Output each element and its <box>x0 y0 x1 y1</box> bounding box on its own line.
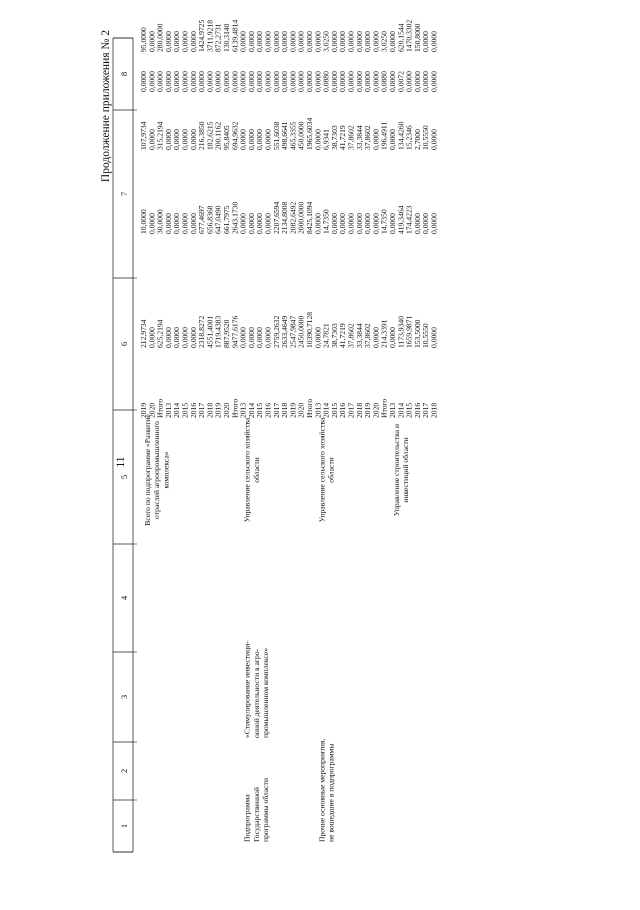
col8-cell: 1470,3302 <box>404 19 414 52</box>
col4-cell: 212,9734 <box>139 319 148 348</box>
col7-cell: 0,0000 <box>213 71 223 92</box>
col7-cell: 0,0000 <box>163 71 173 92</box>
col7-cell: 0,0000 <box>205 71 215 92</box>
col6-cell: 450,0000 <box>296 121 306 150</box>
col5-cell: 2643,1730 <box>230 201 240 234</box>
col8-cell: 0,0000 <box>246 31 256 52</box>
col7-cell: 0,0072 <box>396 71 406 92</box>
col7-cell: 0,0000 <box>346 71 356 92</box>
col8-cell: 0,0000 <box>371 31 381 52</box>
col2-text: «Стимулирование инвестици- <box>242 641 252 738</box>
col5-cell: 0,0000 <box>238 213 248 234</box>
col8-cell: 3,0250 <box>379 31 389 52</box>
year-cell: 2019 <box>363 402 373 418</box>
col8-cell: 3711,9218 <box>205 20 215 52</box>
col8-cell: 0,0000 <box>271 31 281 52</box>
year-cell: Итого <box>230 398 240 418</box>
col5-cell: 0,0000 <box>354 213 364 234</box>
col7-cell: 0,0000 <box>271 71 281 92</box>
col4-cell: 9477,6176 <box>230 315 240 348</box>
col8-cell: 620,1544 <box>396 23 406 52</box>
col6-cell: 0,0000 <box>255 129 265 150</box>
col5-cell: 0,0000 <box>180 213 190 234</box>
col5-cell: 0,0000 <box>313 213 323 234</box>
col8-cell: 0,0000 <box>421 31 431 52</box>
col4-cell: 0,0000 <box>429 327 439 348</box>
col7-cell: 0,0000 <box>421 71 431 92</box>
col1-text: Государственной <box>251 787 261 842</box>
col4-cell: 0,0000 <box>246 327 256 348</box>
col7-cell: 0,0000 <box>172 71 182 92</box>
col8-cell: 130,3140 <box>222 23 231 52</box>
col6-cell: 694,9632 <box>230 121 240 150</box>
col3-text: области <box>251 457 261 483</box>
col6-cell: 465,3355 <box>288 121 298 150</box>
col8-cell: 872,2731 <box>213 23 223 52</box>
col4-cell: 0,0000 <box>263 327 273 348</box>
col2-text: промышленном комплексе» <box>261 647 270 738</box>
year-cell: 2020 <box>222 402 231 418</box>
col4-cell: 2450,0000 <box>296 315 306 348</box>
col7-cell: 0,0000 <box>288 71 298 92</box>
col7-cell: 0,0000 <box>412 71 422 92</box>
col7-cell: 0,0880 <box>379 71 389 92</box>
year-cell: 2014 <box>321 402 331 418</box>
col5-cell: 0,0000 <box>329 213 339 234</box>
col8-cell: 0,0000 <box>180 31 190 52</box>
col6-cell: 1965,6034 <box>305 117 314 150</box>
col7-cell: 0,0000 <box>238 71 248 92</box>
col4-cell: 10,5550 <box>421 323 431 348</box>
col7-cell: 0,0880 <box>321 71 331 92</box>
col5-cell: 0,0000 <box>429 213 439 234</box>
col4-cell: 38,7303 <box>329 323 339 348</box>
col5-cell: 2207,6594 <box>271 201 281 234</box>
appendix-title: Продолжение приложения № 2 <box>100 30 112 183</box>
table-grid <box>113 38 137 852</box>
col8-cell: 0,0000 <box>338 31 348 52</box>
year-cell: Итого <box>379 398 389 418</box>
col4-cell: 33,3844 <box>354 323 364 348</box>
col4-cell: 0,0000 <box>255 327 265 348</box>
col5-cell: 30,0000 <box>155 209 165 234</box>
col3-text: Всего по подпрограмме «Развитие <box>143 414 152 526</box>
col7-cell: 0,0000 <box>371 71 381 92</box>
col4-cell: 0,0000 <box>388 327 397 348</box>
year-cell: 2013 <box>388 402 397 418</box>
column-header-3: 3 <box>119 694 129 700</box>
col6-cell: 0,0000 <box>429 129 439 150</box>
col7-cell: 0,0000 <box>363 71 373 92</box>
col7-cell: 0,0000 <box>404 71 414 92</box>
col6-cell: 0,0000 <box>371 129 381 150</box>
col8-cell: 0,0000 <box>305 31 314 52</box>
col5-cell: 174,4223 <box>404 205 414 234</box>
year-cell: 2019 <box>213 402 223 418</box>
col4-cell: 0,0000 <box>188 327 198 348</box>
year-cell: 2017 <box>421 402 431 418</box>
col5-cell: 656,8368 <box>205 205 215 234</box>
col6-cell: 41,7219 <box>338 125 348 150</box>
year-cell: 2018 <box>205 402 215 418</box>
col5-cell: 2082,6492 <box>288 201 298 234</box>
col8-cell: 0,0000 <box>354 31 364 52</box>
col3-text: Управление сельского хозяйства <box>242 417 252 523</box>
col6-cell: 0,0000 <box>238 129 248 150</box>
col2-text: онной деятельности в агро- <box>251 648 261 738</box>
year-cell: 2016 <box>338 402 348 418</box>
col7-cell: 0,0000 <box>139 71 148 92</box>
col5-cell: 0,0000 <box>188 213 198 234</box>
year-cell: 2017 <box>197 402 207 418</box>
col6-cell: 0,0000 <box>246 129 256 150</box>
col6-cell: 37,8602 <box>346 125 356 150</box>
col1-text: Прочие основные мероприятия, <box>317 738 327 842</box>
year-cell: 2017 <box>346 402 356 418</box>
col6-cell: 0,0000 <box>172 129 182 150</box>
col6-cell: 498,6641 <box>280 121 290 150</box>
col8-cell: 0,0000 <box>163 31 173 52</box>
col5-cell: 14,7350 <box>379 209 389 234</box>
col5-cell: 0,0000 <box>338 213 348 234</box>
column-header-5: 5 <box>119 474 129 480</box>
col6-cell: 0,0000 <box>180 129 190 150</box>
col3-text: области <box>326 457 336 483</box>
col5-cell: 10,0000 <box>139 209 148 234</box>
col5-cell: 0,0000 <box>388 213 397 234</box>
col6-cell: 2,7000 <box>412 129 422 150</box>
col8-cell: 0,0000 <box>346 31 356 52</box>
col3-text: Управление сельского хозяйства <box>317 417 327 523</box>
col5-cell: 0,0000 <box>363 213 373 234</box>
col6-cell: 0,0000 <box>263 129 273 150</box>
col4-cell: 41,7219 <box>338 323 348 348</box>
col7-cell: 0,0000 <box>388 71 397 92</box>
col8-cell: 95,0000 <box>139 27 148 52</box>
table-body <box>139 20 439 842</box>
col8-cell: 0,0000 <box>147 31 157 52</box>
col7-cell: 0,0000 <box>305 71 314 92</box>
col7-cell: 0,0000 <box>263 71 273 92</box>
col6-cell: 0,0000 <box>388 129 397 150</box>
col5-cell: 0,0000 <box>263 213 273 234</box>
col5-cell: 0,0000 <box>255 213 265 234</box>
year-cell: 2018 <box>280 402 290 418</box>
col4-cell: 887,9520 <box>222 319 231 348</box>
col8-cell: 0,0000 <box>329 31 339 52</box>
col5-cell: 661,7975 <box>222 205 231 234</box>
col5-cell: 647,0490 <box>213 205 223 234</box>
col3-text: инвестиций области <box>401 437 411 503</box>
year-cell: 2014 <box>172 402 182 418</box>
col8-cell: 0,0000 <box>263 31 273 52</box>
col5-cell: 0,0000 <box>147 213 157 234</box>
col5-cell: 677,4697 <box>197 205 207 234</box>
column-header-7: 7 <box>119 191 129 197</box>
col5-cell: 8425,1094 <box>305 201 314 234</box>
col6-cell: 107,9734 <box>139 121 148 150</box>
year-cell: 2016 <box>263 402 273 418</box>
col3-text: Управление строительства и <box>392 424 401 516</box>
year-cell: 2020 <box>296 402 306 418</box>
col4-cell: 1719,4383 <box>213 315 223 348</box>
col5-cell: 0,0000 <box>371 213 381 234</box>
col8-cell: 0,0000 <box>280 31 290 52</box>
col8-cell: 0,0000 <box>296 31 306 52</box>
col6-cell: 200,1162 <box>213 121 223 150</box>
col3-text: комплекса» <box>161 451 171 489</box>
year-cell: 2019 <box>288 402 298 418</box>
col8-cell: 0,0000 <box>288 31 298 52</box>
col4-cell: 0,0000 <box>172 327 182 348</box>
col4-cell: 37,8602 <box>346 323 356 348</box>
col7-cell: 0,0000 <box>354 71 364 92</box>
col4-cell: 1659,9871 <box>404 315 414 348</box>
col4-cell: 0,0000 <box>371 327 381 348</box>
col4-cell: 2633,4649 <box>280 315 290 348</box>
col7-cell: 0,0000 <box>338 71 348 92</box>
column-header-2: 2 <box>119 768 129 774</box>
year-cell: 2015 <box>180 402 190 418</box>
col6-cell: 315,2194 <box>155 121 165 150</box>
col6-cell: 196,4911 <box>379 121 389 150</box>
col4-cell: 625,2194 <box>155 319 165 348</box>
col8-cell: 1424,9725 <box>197 19 207 52</box>
col8-cell: 3,0250 <box>321 31 331 52</box>
col6-cell: 6,9341 <box>321 129 331 150</box>
year-cell: 2018 <box>429 402 439 418</box>
col6-cell: 0,0000 <box>147 129 157 150</box>
col7-cell: 0,0000 <box>280 71 290 92</box>
col8-cell: 280,0000 <box>155 23 165 52</box>
col4-cell: 0,0000 <box>163 327 173 348</box>
col4-cell: 10390,7128 <box>305 311 314 348</box>
col5-cell: 0,0000 <box>172 213 182 234</box>
col6-cell: 37,8602 <box>363 125 373 150</box>
year-cell: 2019 <box>139 402 148 418</box>
col7-cell: 0,0000 <box>147 71 157 92</box>
col4-cell: 0,0000 <box>180 327 190 348</box>
col7-cell: 0,0000 <box>313 71 323 92</box>
col7-cell: 0,0000 <box>429 71 439 92</box>
year-cell: 2018 <box>354 402 364 418</box>
year-cell: 2013 <box>163 402 173 418</box>
col1-text: Подпрограмма <box>242 794 252 842</box>
column-header-1: 1 <box>119 823 129 829</box>
col3-text: отраслей агропромышленного <box>152 421 162 519</box>
col7-cell: 0,0000 <box>222 71 231 92</box>
col4-cell: 0,0000 <box>238 327 248 348</box>
col6-cell: 0,0000 <box>313 129 323 150</box>
col7-cell: 0,0000 <box>246 71 256 92</box>
year-cell: Итого <box>155 398 165 418</box>
year-cell: 2013 <box>313 402 323 418</box>
col8-cell: 0,0000 <box>188 31 198 52</box>
col8-cell: 0,0000 <box>255 31 265 52</box>
col5-cell: 0,0000 <box>346 213 356 234</box>
col5-cell: 2134,8008 <box>280 201 290 234</box>
year-cell: 2016 <box>188 402 198 418</box>
col6-cell: 95,8405 <box>222 125 231 150</box>
col6-cell: 10,5550 <box>421 125 431 150</box>
column-header-6: 6 <box>119 341 129 347</box>
page-number: 11 <box>115 456 127 468</box>
year-cell: 2016 <box>412 402 422 418</box>
col8-cell: 0,0000 <box>429 31 439 52</box>
col8-cell: 0,0000 <box>172 31 182 52</box>
col4-cell: 214,3391 <box>379 319 389 348</box>
col8-cell: 0,0000 <box>363 31 373 52</box>
col6-cell: 33,3844 <box>354 125 364 150</box>
year-cell: 2017 <box>271 402 281 418</box>
col6-cell: 216,3850 <box>197 121 207 150</box>
col4-cell: 0,0000 <box>313 327 323 348</box>
year-cell: 2020 <box>147 402 157 418</box>
col8-cell: 6139,4814 <box>230 19 240 52</box>
col6-cell: 0,0000 <box>188 129 198 150</box>
col6-cell: 134,4260 <box>396 121 406 150</box>
col7-cell: 0,0000 <box>230 71 240 92</box>
col4-cell: 0,0000 <box>147 327 157 348</box>
year-cell: 2014 <box>246 402 256 418</box>
col6-cell: 38,7303 <box>329 125 339 150</box>
col8-cell: 0,0000 <box>388 31 397 52</box>
col8-cell: 0,0000 <box>313 31 323 52</box>
col7-cell: 0,0000 <box>329 71 339 92</box>
col5-cell: 0,0000 <box>421 213 431 234</box>
col7-cell: 0,0000 <box>155 71 165 92</box>
col4-cell: 4551,4001 <box>205 315 215 348</box>
col4-cell: 2547,9847 <box>288 315 298 348</box>
year-cell: 2014 <box>396 402 406 418</box>
col4-cell: 2318,8272 <box>197 315 207 348</box>
year-cell: Итого <box>305 398 314 418</box>
col5-cell: 14,7350 <box>321 209 331 234</box>
col5-cell: 0,0000 <box>246 213 256 234</box>
col6-cell: 182,6215 <box>205 121 215 150</box>
col5-cell: 2000,0000 <box>296 201 306 234</box>
col7-cell: 0,0000 <box>188 71 198 92</box>
col7-cell: 0,0000 <box>197 71 207 92</box>
col8-cell: 0,0000 <box>238 31 248 52</box>
col6-cell: 551,6038 <box>271 121 281 150</box>
col1-text: программы области <box>261 778 270 842</box>
col6-cell: 0,0000 <box>163 129 173 150</box>
year-cell: 2020 <box>371 402 381 418</box>
col5-cell: 0,0000 <box>163 213 173 234</box>
year-cell: 2015 <box>255 402 265 418</box>
col6-cell: 15,2346 <box>404 125 414 150</box>
year-cell: 2015 <box>404 402 414 418</box>
col4-cell: 1173,9340 <box>396 316 406 348</box>
column-header-4: 4 <box>119 595 129 601</box>
col4-cell: 2759,2632 <box>271 315 281 348</box>
col4-cell: 153,5000 <box>412 319 422 348</box>
col7-cell: 0,0000 <box>296 71 306 92</box>
col7-cell: 0,0000 <box>180 71 190 92</box>
col4-cell: 37,8602 <box>363 323 373 348</box>
year-cell: 2013 <box>238 402 248 418</box>
col8-cell: 150,8000 <box>412 23 422 52</box>
col7-cell: 0,0000 <box>255 71 265 92</box>
col5-cell: 419,3464 <box>396 205 406 234</box>
col5-cell: 0,0000 <box>412 213 422 234</box>
col4-cell: 24,7821 <box>321 323 331 348</box>
year-cell: 2015 <box>329 402 339 418</box>
column-header-8: 8 <box>119 71 129 77</box>
col1-text: не вошедшие в подпрограммы <box>326 743 336 842</box>
